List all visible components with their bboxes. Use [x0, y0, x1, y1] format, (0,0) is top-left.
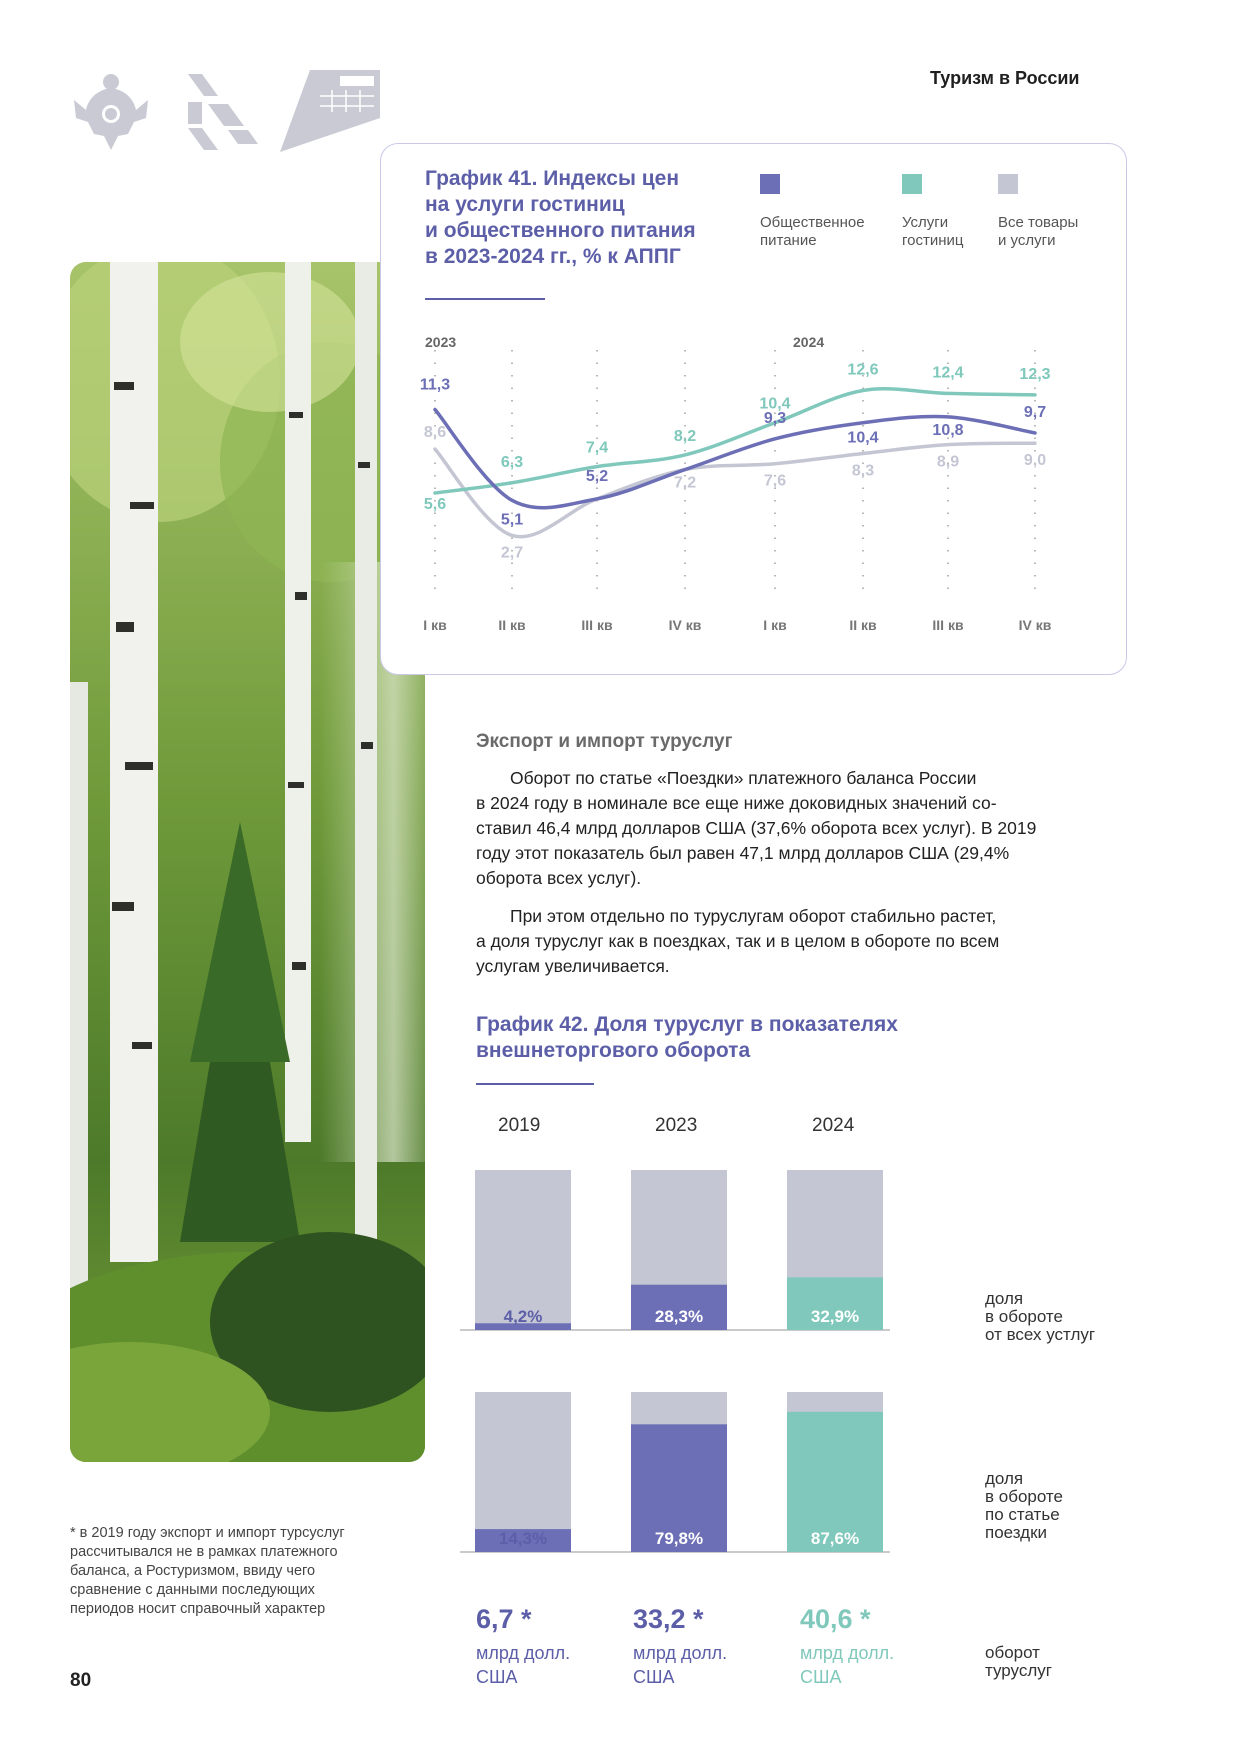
turnover-value: 33,2 * [633, 1604, 704, 1634]
legend-text: и услуги [998, 232, 1056, 249]
legend-label-all-goods [998, 214, 1078, 250]
paragraph-1 [476, 766, 1128, 891]
bar-value-label: 4,2% [503, 1307, 543, 1326]
row-label-line: в обороте [985, 1307, 1063, 1326]
para-line: услугам увеличивается. [476, 956, 670, 976]
data-label: 12,4 [932, 364, 964, 382]
chart42-year-label: 2023 [655, 1115, 698, 1136]
row-label-line: доля [985, 1289, 1024, 1308]
data-label: 10,8 [932, 421, 964, 439]
quarter-label: II кв [498, 617, 526, 633]
quarter-label: II кв [849, 617, 877, 633]
footnote-line: * в 2019 году экспорт и импорт турсуслуг [70, 1525, 345, 1541]
data-label: 8,3 [851, 462, 875, 480]
bar-value-label: 14,3% [498, 1529, 548, 1548]
legend-label-hotels [902, 214, 964, 250]
para-line: а доля туруслуг как в поездках, так и в целом в обороте по всем [476, 931, 1000, 951]
para-line: году этот показатель был равен 47,1 млрд долларов США (29,4% [476, 843, 1010, 863]
data-label: 2,7 [500, 544, 524, 562]
row-label-line: в обороте [985, 1487, 1063, 1506]
turnover-unit: млрд долл. [633, 1643, 728, 1663]
year-label: 2024 [793, 334, 825, 350]
data-label: 12,6 [847, 361, 879, 379]
turnover-unit: США [633, 1667, 675, 1687]
bar-value-label: 32,9% [810, 1307, 860, 1326]
legend-swatch-food [760, 174, 780, 194]
tourism-brand-logo [280, 70, 380, 152]
data-label: 5,6 [423, 496, 447, 513]
bar-value-label: 79,8% [654, 1529, 704, 1548]
turnover-2023 [633, 1604, 727, 1689]
bar-background [475, 1392, 571, 1552]
legend-swatch-hotels [902, 174, 922, 194]
paragraph-2 [476, 904, 1128, 979]
row-label-trips [985, 1470, 1063, 1542]
data-label: 9,3 [763, 409, 787, 427]
chart42-title-line: График 42. Доля туруслуг в показателях [476, 1013, 898, 1036]
legend-text: Услуги [902, 214, 949, 231]
data-label: 11,3 [419, 376, 451, 394]
footnote [70, 1524, 400, 1619]
para-line: При этом отдельно по туруслугам оборот стабильно растет, [510, 906, 997, 926]
row-label-all-services [985, 1290, 1095, 1344]
data-label: 7,4 [585, 439, 609, 457]
quarter-label: III кв [932, 617, 964, 633]
quarter-label: III кв [581, 617, 613, 633]
para-line: в 2024 году в номинале все еще ниже доковидных значений со- [476, 793, 997, 813]
turnover-2024 [800, 1604, 894, 1689]
turnover-value: 6,7 * [476, 1604, 532, 1634]
data-label: 8,9 [936, 453, 960, 471]
row-label-line: поездки [985, 1523, 1048, 1542]
turnover-unit: США [800, 1667, 842, 1687]
legend-swatch-all-goods [998, 174, 1018, 194]
chart42-year-label: 2024 [812, 1115, 855, 1136]
para-line: оборота всех услуг). [476, 868, 642, 888]
para-line: Оборот по статье «Поездки» платежного баланса России [510, 768, 977, 788]
legend-text: питание [760, 232, 817, 249]
quarter-label: IV кв [668, 617, 702, 633]
chart42-year-label: 2019 [498, 1115, 541, 1136]
rosturizm-logo [188, 74, 258, 150]
row-label-turnover [985, 1644, 1052, 1680]
year-label: 2023 [425, 334, 457, 350]
data-label: 10,4 [847, 429, 879, 447]
legend-text: Все товары [998, 214, 1079, 231]
section-heading: Экспорт и импорт туруслуг [476, 731, 733, 752]
row-label-line: по статье [985, 1505, 1060, 1524]
eagle-emblem-logo [66, 70, 156, 154]
chart42-title-line: внешнеторгового оборота [476, 1039, 751, 1062]
legend-text: гостиниц [902, 232, 964, 249]
quarter-label: I кв [423, 617, 447, 633]
chart41-title-line: в 2023-2024 гг., % к АППГ [425, 245, 681, 268]
chart41-plot [380, 300, 1125, 660]
row-label-line: туруслуг [985, 1661, 1052, 1680]
data-label: 12,3 [1019, 365, 1051, 383]
data-label: 7,6 [763, 472, 787, 490]
data-label: 9,7 [1023, 403, 1047, 421]
turnover-value: 40,6 * [800, 1604, 871, 1634]
row-label-line: от всех устлуг [985, 1325, 1096, 1344]
chart42-title-rule [476, 1083, 594, 1085]
data-label: 10,4 [759, 395, 791, 413]
footnote-line: баланса, а Ростуризмом, ввиду чего [70, 1563, 316, 1579]
bar-value-label: 87,6% [810, 1529, 860, 1548]
footnote-line: периодов носит справочный характер [70, 1601, 326, 1617]
data-label: 6,3 [500, 453, 524, 471]
row-label-line: оборот [985, 1643, 1040, 1662]
turnover-unit: млрд долл. [476, 1643, 571, 1663]
data-label: 5,2 [585, 467, 609, 485]
data-label: 7,2 [673, 474, 697, 492]
chart41-title [425, 166, 745, 270]
quarter-label: I кв [763, 617, 787, 633]
footnote-line: сравнение с данными последующих [70, 1582, 315, 1598]
turnover-2019 [476, 1604, 570, 1689]
series-line [435, 389, 1035, 493]
birch-forest-photo [70, 262, 425, 1462]
data-label: 8,6 [423, 424, 447, 442]
bar-value-label: 28,3% [654, 1307, 704, 1326]
turnover-unit: США [476, 1667, 518, 1687]
para-line: ставил 46,4 млрд долларов США (37,6% оборота всех услуг). В 2019 [476, 818, 1037, 838]
turnover-unit: млрд долл. [800, 1643, 895, 1663]
legend-label-food [760, 214, 865, 250]
row-label-line: доля [985, 1469, 1024, 1488]
chart41-title-line: и общественного питания [425, 219, 696, 242]
running-header: Туризм в России [930, 68, 1080, 88]
page-number: 80 [70, 1670, 92, 1691]
data-label: 5,1 [500, 511, 524, 529]
legend-text: Общественное [760, 214, 865, 231]
chart41-title-line: на услуги гостиниц [425, 193, 625, 216]
data-label: 9,0 [1023, 452, 1047, 470]
quarter-label: IV кв [1018, 617, 1052, 633]
chart41-title-line: График 41. Индексы цен [425, 167, 680, 190]
chart42-plot [460, 1160, 900, 1560]
footnote-line: рассчитывался не в рамках платежного [70, 1544, 338, 1560]
data-label: 8,2 [673, 427, 697, 445]
bar-background [475, 1170, 571, 1330]
chart42-title [476, 1012, 996, 1064]
